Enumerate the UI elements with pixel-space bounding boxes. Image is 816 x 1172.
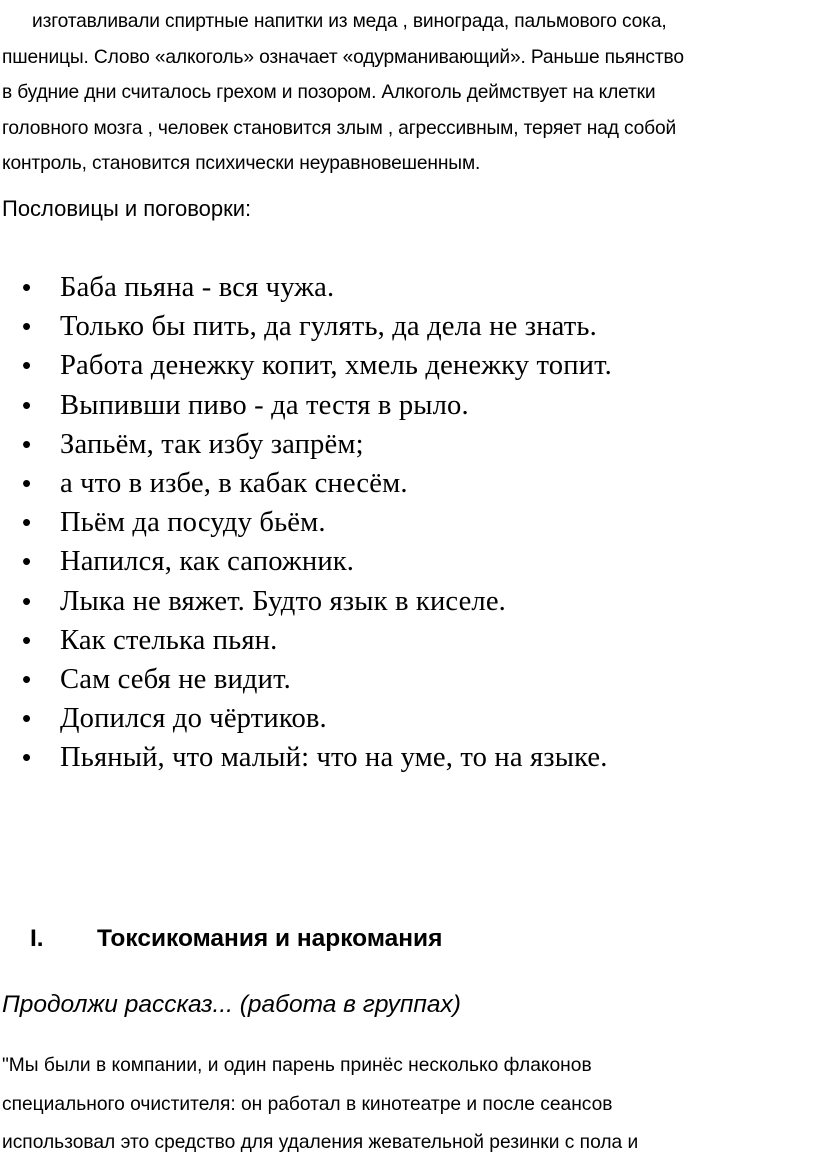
proverb-text: Допился до чёртиков.	[60, 703, 327, 735]
proverb-text: а что в избе, в кабак снесём.	[60, 468, 408, 500]
list-item	[20, 660, 612, 699]
intro-line: в будние дни считалось грехом и позором. Алкоголь деймствует на клетки	[2, 82, 656, 104]
list-item	[20, 268, 612, 307]
bullet-icon: •	[22, 389, 32, 420]
intro-line: контроль, становится психически неуравновешенным.	[2, 153, 481, 175]
list-item	[20, 503, 612, 542]
section-number: I.	[30, 925, 44, 952]
list-item	[20, 386, 612, 425]
bullet-icon: •	[22, 546, 32, 577]
intro-line: изготавливали спиртные напитки из меда , винограда, пальмового сока,	[32, 11, 667, 32]
proverb-text: Запьём, так избу запрём;	[60, 428, 364, 460]
list-item	[20, 307, 612, 346]
section-title: Токсикомания и наркомания	[97, 925, 443, 952]
proverbs-subtitle: Пословицы и поговорки:	[2, 196, 252, 221]
section-heading	[30, 922, 442, 956]
proverb-text: Напился, как сапожник.	[60, 546, 355, 578]
intro-paragraph	[2, 4, 812, 182]
proverb-text: Пьяный, что малый: что на уме, то на языке.	[60, 742, 608, 774]
bullet-icon: •	[22, 468, 32, 499]
intro-line: головного мозга , человек становится злым , агрессивным, теряет над собой	[2, 117, 677, 139]
story-line: "Мы были в компании, и один парень принёс несколько флаконов	[2, 1055, 592, 1076]
proverb-text: Как стелька пьян.	[60, 624, 278, 656]
list-item	[20, 346, 612, 385]
story-line: специального очистителя: он работал в кинотеатре и после сеансов	[2, 1093, 613, 1115]
bullet-icon: •	[22, 703, 32, 734]
bullet-icon: •	[22, 428, 32, 459]
list-item	[20, 464, 612, 503]
list-item	[20, 738, 612, 777]
task-title: Продолжи рассказ... (работа в группах)	[2, 991, 461, 1018]
bullet-icon: •	[22, 507, 32, 538]
bullet-icon: •	[22, 624, 32, 655]
bullet-icon: •	[22, 664, 32, 695]
proverb-text: Сам себя не видит.	[60, 664, 291, 696]
bullet-icon: •	[22, 350, 32, 381]
proverbs-list	[20, 268, 612, 778]
proverb-text: Пьём да посуду бьём.	[60, 507, 326, 539]
bullet-icon: •	[22, 742, 32, 773]
proverb-text: Выпивши пиво - да тестя в рыло.	[60, 389, 469, 421]
proverb-text: Баба пьяна - вся чужа.	[60, 272, 335, 303]
list-item	[20, 699, 612, 738]
list-item	[20, 425, 612, 464]
proverb-text: Только бы пить, да гулять, да дела не знать.	[60, 311, 597, 343]
story-paragraph	[2, 1047, 812, 1163]
story-line: использовал это средство для удаления жевательной резинки с пола и	[2, 1132, 639, 1153]
bullet-icon: •	[22, 272, 32, 302]
bullet-icon: •	[22, 585, 32, 616]
proverb-text: Лыка не вяжет. Будто язык в киселе.	[60, 585, 506, 617]
list-item	[20, 582, 612, 621]
list-item	[20, 542, 612, 581]
proverb-text: Работа денежку копит, хмель денежку топит.	[60, 350, 612, 382]
list-item	[20, 621, 612, 660]
bullet-icon: •	[22, 311, 32, 342]
intro-line: пшеницы. Слово «алкоголь» означает «одурманивающий». Раньше пьянство	[2, 46, 684, 68]
